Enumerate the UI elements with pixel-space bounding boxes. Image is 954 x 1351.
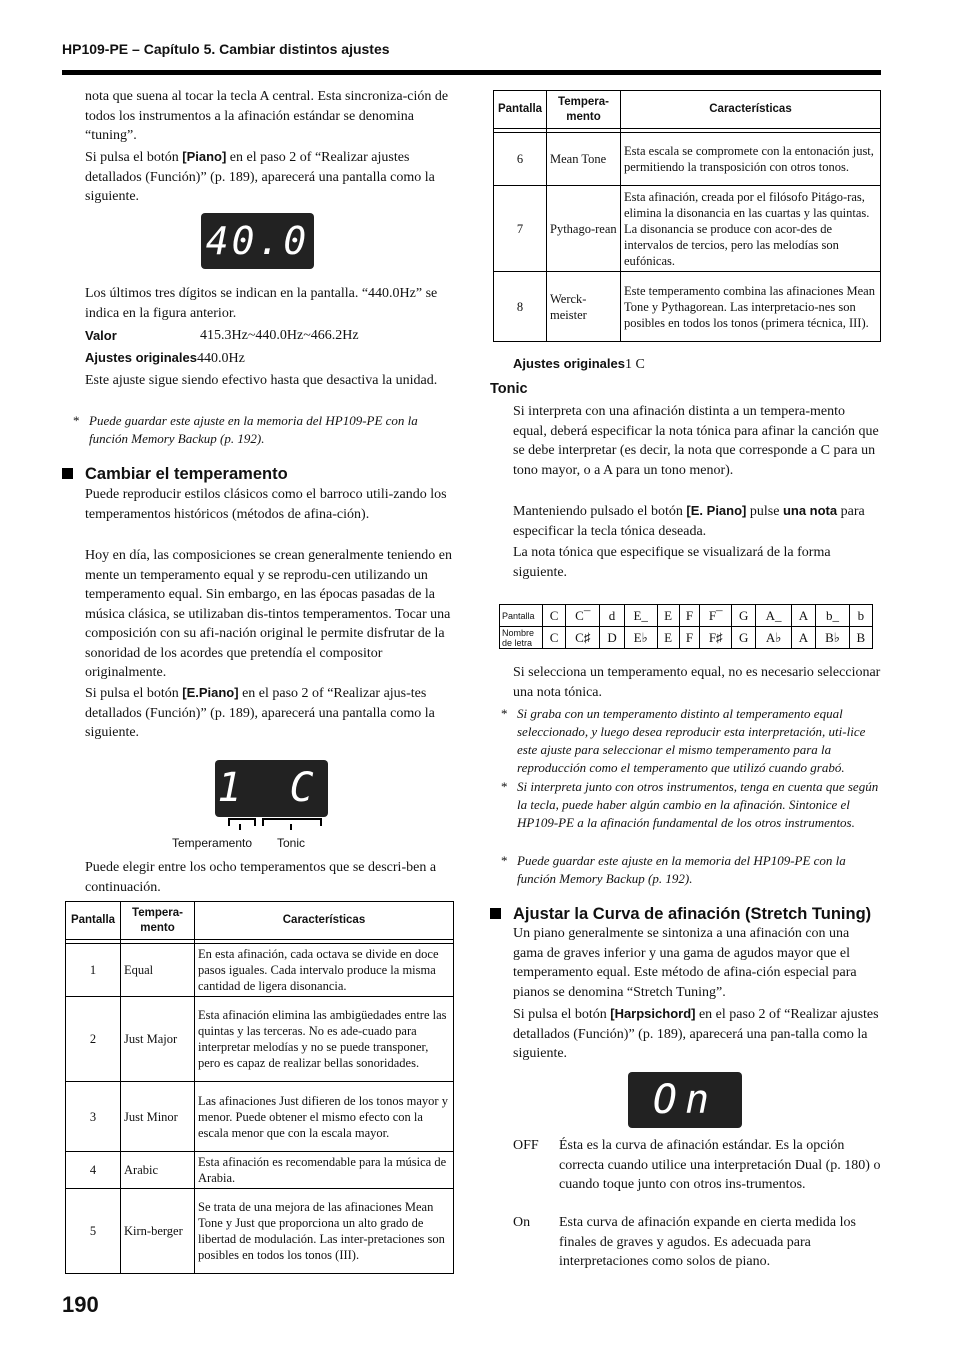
memory-note-2: * Puede guardar este ajuste en la memoria del HP109-PE con la función Memory Backup (p. 192). xyxy=(501,853,846,886)
table-row: 3 Just Minor Las afinaciones Just difieren de los tonos mayor y menor. Puede obtener el mismo efecto con la escala menor que con la escala mayor. xyxy=(66,1082,454,1152)
right-ajustes-row xyxy=(513,354,645,375)
tonic-p4: Si selecciona un temperamento equal, no es necesario seleccionar una nota tónica. xyxy=(513,665,881,700)
col-header-caracteristicas: Características xyxy=(621,91,881,129)
display-tuning xyxy=(201,213,314,269)
table-row: 7 Pythago-rean Esta afinación, creada por el filósofo Pitágo-ras, elimina la disonancia en las cuartas y las quintas. La disonancia se produce con acor-des de intervalos de tercios, pero las melodías son eufónicas. xyxy=(494,186,881,272)
valor-value: 415.3Hz~440.0Hz~466.2Hz xyxy=(200,328,359,343)
table-row: 5 Kirn-berger Se trata de una mejora de las afinaciones Mean Tone y Just que proporciona un alto grado de libertad de modulación. Las inter-pretaciones son posibles en todos los tonos (III). xyxy=(66,1189,454,1274)
table-row: 2 Just Major Esta afinación elimina las ambigüedades entre las quintas y las terceras. No es ade-cuado para interpretar melodías y no se puede transponer, pero es capaz de realizar bellas sonoridades. xyxy=(66,997,454,1082)
section-stretch-title: Ajustar la Curva de afinación (Stretch Tuning) xyxy=(490,905,871,925)
right-ajustes-value: 1 C xyxy=(624,357,645,372)
memory-note: * Puede guardar este ajuste en la memoria del HP109-PE con la función Memory Backup (p. 192). xyxy=(73,413,418,446)
square-bullet-icon xyxy=(490,908,501,919)
table-row: 6 Mean Tone Esta escala se compromete con la entonación just, permitiendo la transposición con otros tonos. xyxy=(494,133,881,186)
display-stretch xyxy=(628,1072,742,1128)
record-note: * Si graba con un temperamento distinto al temperamento equal seleccionado, y luego desea reproducir esta interpretación, uti-lice este ajuste para seleccionar el mismo temperamento para la reproducción como el temperamento que utilizó cuando grabó. xyxy=(501,706,866,775)
col-header-temperamento: Tempera-mento xyxy=(121,902,195,940)
table-row: 8 Werck-meister Este temperamento combina las afinaciones Mean Tone y Pythagorean. Las interpretacio-nes son posibles en todos los tonos (primera técnica, III). xyxy=(494,272,881,342)
tonic-p1: Si interpreta con una afinación distinta a un tempera-mento equal, deberá especificar la nota tónica para afinar la canción que se debe interpretar (es decir, la nota que corresponde a C para un tono mayor, o a A para un tono menor). xyxy=(513,404,879,478)
col-header-caracteristicas: Características xyxy=(195,902,454,940)
piano-paragraph: Si pulsa el botón [Piano] en el paso 2 of “Realizar ajustes detallados (Función)” (p. 189), aparecerá una pantalla como la siguiente. xyxy=(85,149,435,204)
table-row: 1 Equal En esta afinación, cada octava se divide en doce pasos iguales. Cada intervalo produce la misma cantidad de ligera disonancia. xyxy=(66,944,454,997)
harpsichord-button-ref: [Harpsichord] xyxy=(610,1006,696,1021)
on-description: Esta curva de afinación expande en cierta medida los finales de graves y agudos. Es adecuada para interpretaciones como solos de piano. xyxy=(559,1215,856,1269)
tonic-bracket xyxy=(262,818,322,826)
instruments-note: * Si interpreta junto con otros instrumentos, tenga en cuenta que según la tecla, puede haber algún cambio en la afinación. Sintonice el HP109-PE a la afinación fundamental de los otros instrumentos. xyxy=(501,779,879,830)
digits-paragraph: Los últimos tres dígitos se indican en la pantalla. “440.0Hz” se indica en la figura anterior. xyxy=(85,286,438,321)
epiano-button-ref-2: [E. Piano] xyxy=(686,503,747,518)
tonic-p3: La nota tónica que especifique se visualizará de la forma siguiente. xyxy=(513,545,831,580)
epiano-button-ref: [E.Piano] xyxy=(182,685,239,700)
display-temperament-value: 1 C xyxy=(217,765,326,811)
temperament-table-left xyxy=(65,901,454,1274)
on-label: On xyxy=(513,1215,531,1230)
header-rule xyxy=(62,70,881,75)
tonic-caption: Tonic xyxy=(277,836,306,850)
choose-paragraph: Puede elegir entre los ocho temperamentos que se descri-ben a continuación. xyxy=(85,860,437,895)
note-key-ref: una nota xyxy=(782,503,838,518)
section-temperament-title: Cambiar el temperamento xyxy=(62,465,288,485)
table-row: 4 Arabic Esta afinación es recomendable para la música de Arabia. xyxy=(66,1152,454,1189)
ajustes-label: Ajustes originales xyxy=(85,350,197,365)
temperament-bracket xyxy=(228,818,256,826)
intro-paragraph: nota que suena al tocar la tecla A central. Esta sincroniza-ción de todos los instrumentos a la afinación estándar se denomina “tuning”. xyxy=(85,89,449,143)
stretch-p2: Si pulsa el botón [Harpsichord] en el paso 2 of “Realizar ajustes detallados (Función)” (p. 189), aparecerá una pan-talla como la siguiente. xyxy=(513,1006,879,1061)
tonic-key-table xyxy=(499,604,873,649)
right-ajustes-label: Ajustes originales xyxy=(513,356,625,371)
ajustes-value: 440.0Hz xyxy=(196,351,245,366)
off-description: Ésta es la curva de afinación estándar. Es la opción correcta cuando utilice una interpretación Dual (p. 180) o cuando toque junto con otros ins-trumentos. xyxy=(559,1138,881,1192)
square-bullet-icon xyxy=(62,468,73,479)
temperament-caption: Temperamento xyxy=(172,836,253,850)
piano-button-ref: [Piano] xyxy=(182,149,227,164)
temperament-p2: Hoy en día, las composiciones se crean generalmente teniendo en mente un temperamento equal y se reprodu-cen utilizando un temperamento equal. Sin embargo, en las épocas pasadas de la música clásica, se utilizaban dis-tintos temperamentos. Tocar una composición con su afi-nación original le permite disfrutar de la sonoridad de los acordes que pretendía el compositor originalmente. xyxy=(85,548,452,680)
col-header-pantalla: Pantalla xyxy=(494,91,547,129)
table-row: Nombre de letra C C♯ D E♭ E F F♯ G A♭ A B♭ B xyxy=(500,627,873,649)
effective-paragraph: Este ajuste sigue siendo efectivo hasta que desactiva la unidad. xyxy=(85,373,438,388)
table-row: Pantalla C C¯ d E_ E F F¯ G A_ A b_ b xyxy=(500,605,873,627)
display-stretch-value: On xyxy=(652,1077,718,1123)
valor-label: Valor xyxy=(85,328,117,343)
temperament-table-right xyxy=(493,90,881,342)
stretch-p1: Un piano generalmente se sintoniza a una afinación con una gama de graves inferior y una gama de agudos mayor que el temperamento equal. Este método de afina-ción especial para pianos se denomina “Stretch Tuning”. xyxy=(513,926,857,1000)
ajustes-row xyxy=(85,348,245,369)
page-number: 190 xyxy=(62,1292,99,1317)
epiano-paragraph: Si pulsa el botón [E.Piano] en el paso 2 of “Realizar ajus-tes detallados (Función)” (p. 189), aparecerá una pantalla como la siguiente. xyxy=(85,685,435,740)
page-header: HP109-PE – Capítulo 5. Cambiar distintos ajustes xyxy=(62,41,390,57)
temperament-p1: Puede reproducir estilos clásicos como el barroco utili-zando los temperamentos históricos (métodos de afina-ción). xyxy=(85,487,447,522)
off-label: OFF xyxy=(513,1138,539,1153)
display-temperament xyxy=(215,760,328,817)
tonic-title: Tonic xyxy=(490,381,528,397)
tonic-p2: Manteniendo pulsado el botón [E. Piano] pulse una nota para especificar la tecla tónica deseada. xyxy=(513,503,865,539)
col-header-pantalla: Pantalla xyxy=(66,902,121,940)
display-tuning-value: 40.0 xyxy=(205,219,310,263)
valor-row xyxy=(85,326,117,347)
col-header-temperamento: Tempera-mento xyxy=(547,91,621,129)
